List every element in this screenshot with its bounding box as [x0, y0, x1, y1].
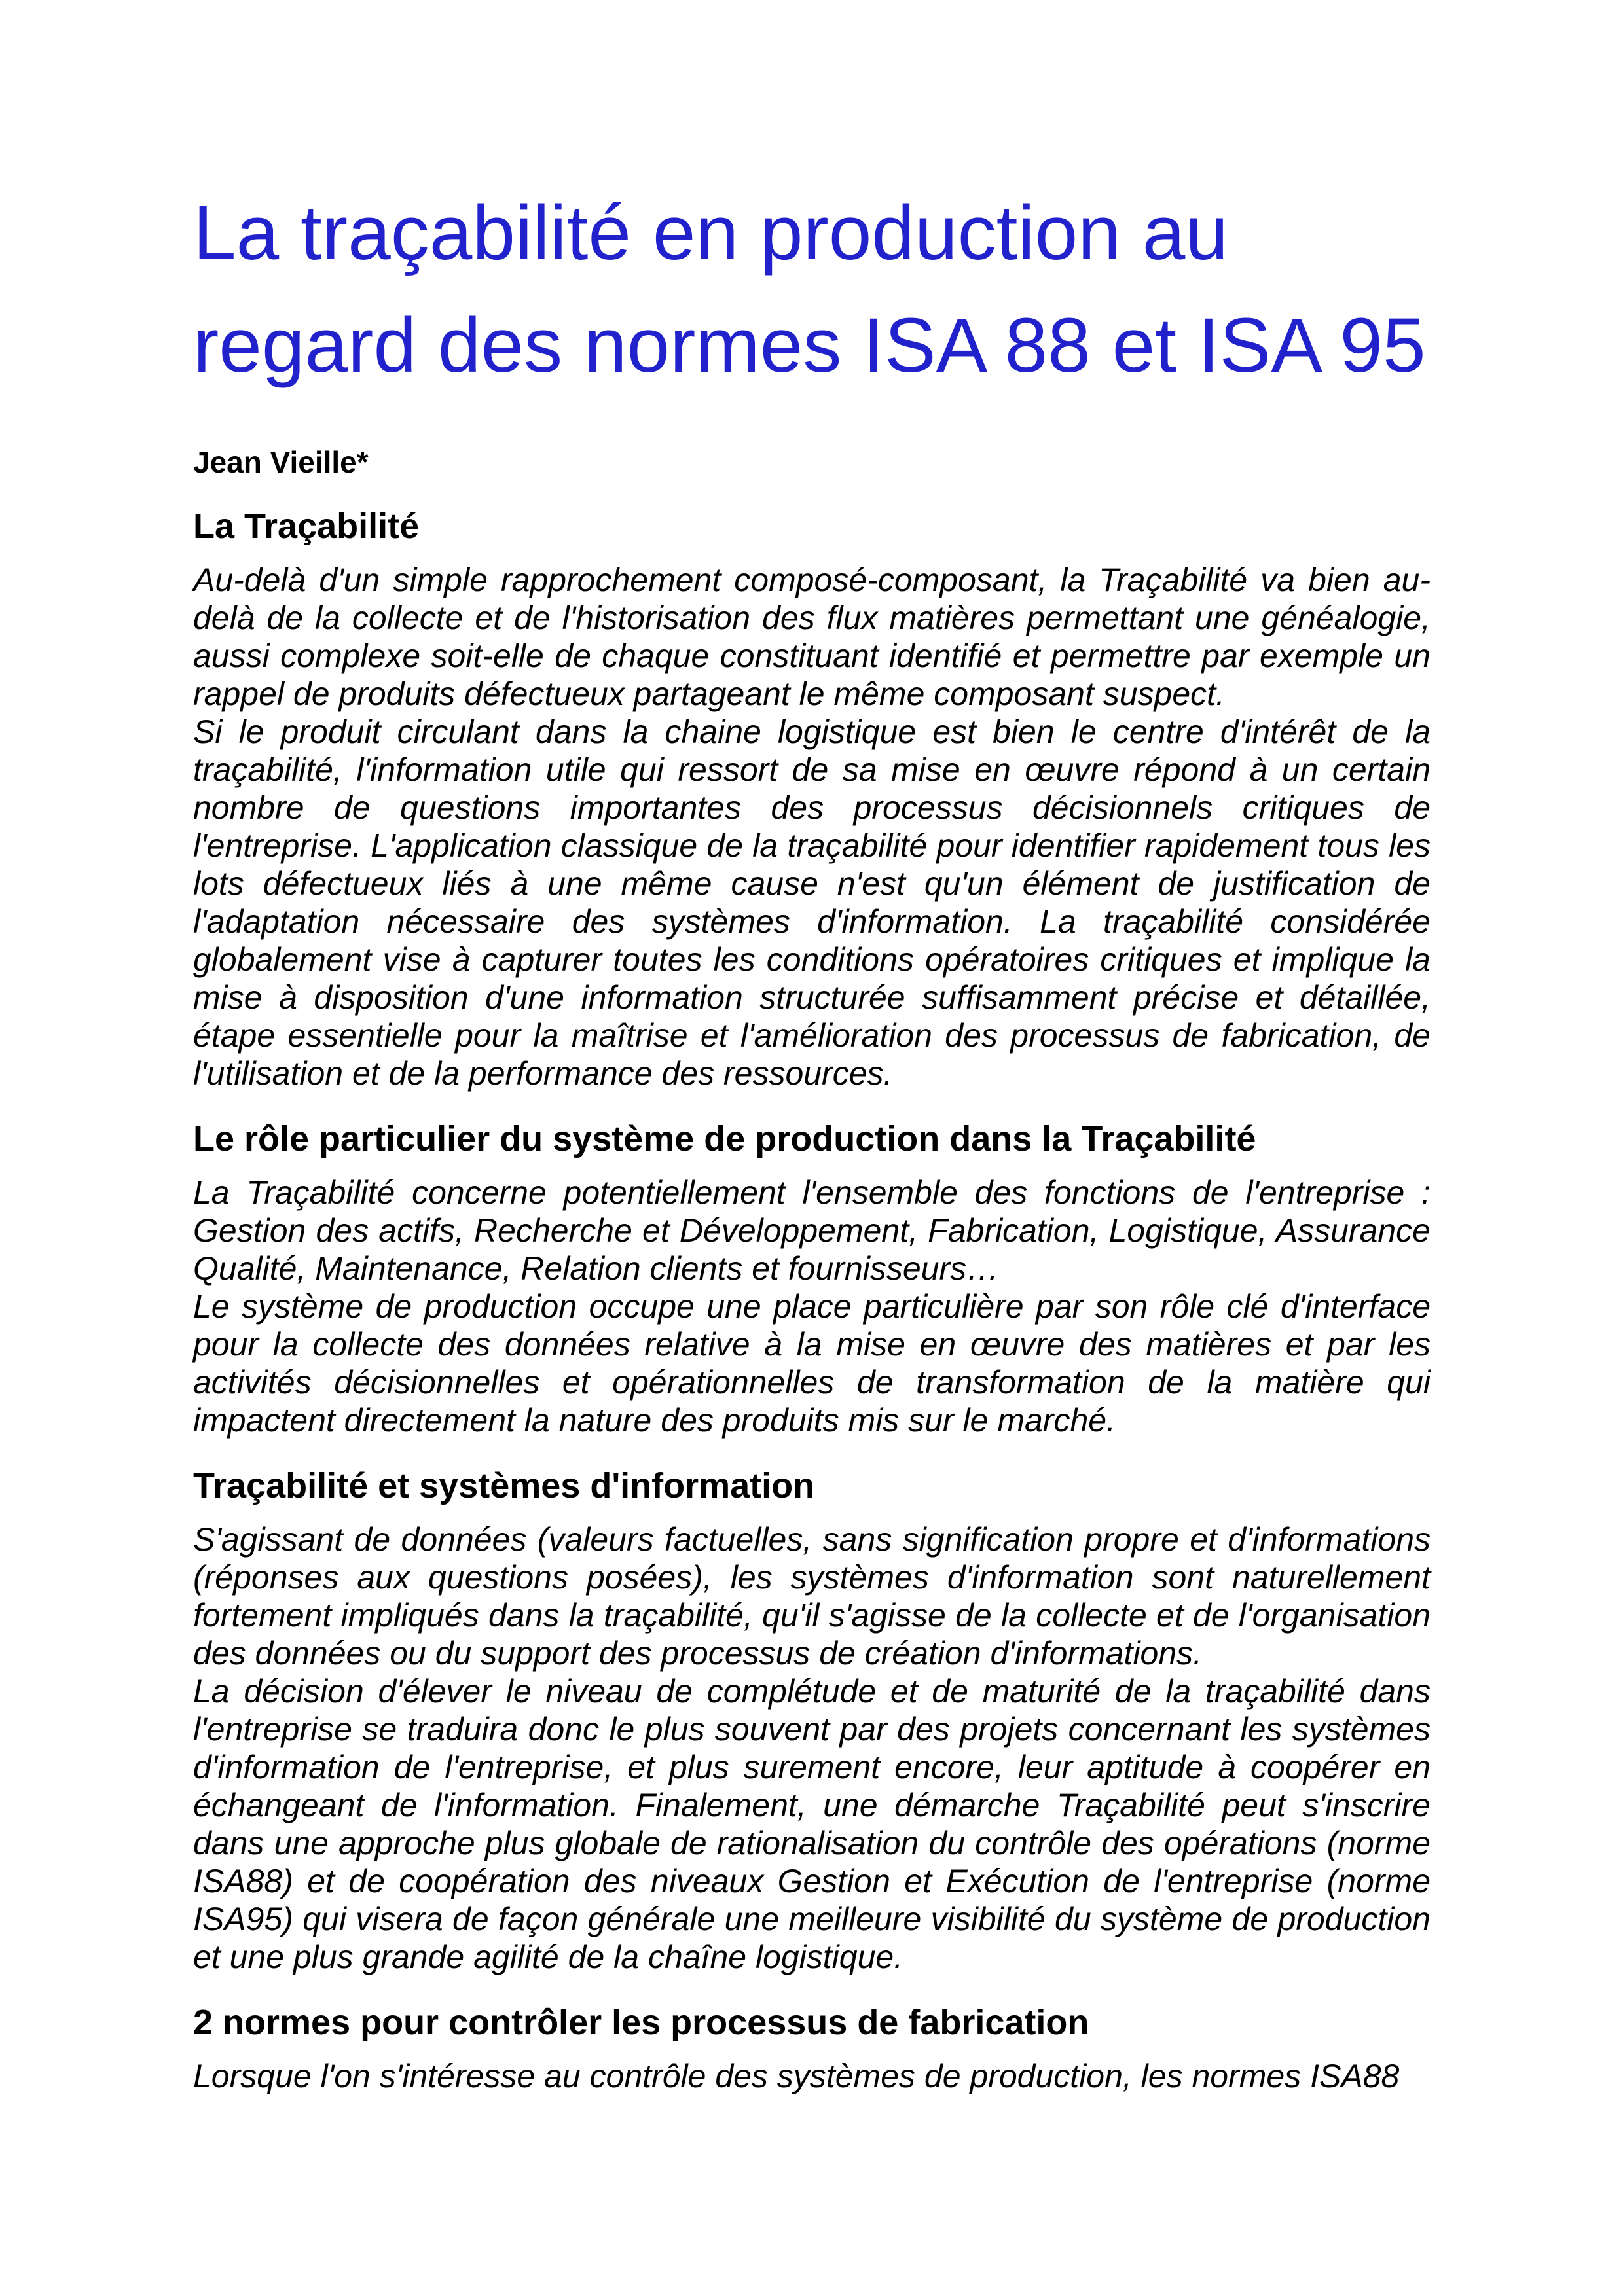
paragraph: La Traçabilité concerne potentiellement l'ensemble des fonctions de l'entreprise : Gestion des actifs, Recherche et Développement, Fabrication, Logistique, Assurance Qualité, Maintenance, Relation clients et fournisseurs… — [193, 1174, 1431, 1287]
document-title: La traçabilité en production au regard des normes ISA 88 et ISA 95 — [193, 190, 1426, 389]
section-2-normes — [193, 2002, 1431, 2095]
paragraph: La décision d'élever le niveau de complétude et de maturité de la traçabilité dans l'entreprise se traduira donc le plus souvent par des projets concernant les systèmes d'information de l'entreprise, et plus surement encore, leur aptitude à coopérer en échangeant de l'information. Finalement, une démarche Traçabilité peut s'inscrire dans une approche plus globale de rationalisation du contrôle des opérations (norme ISA88) et de coopération des niveaux Gestion et Exécution de l'entreprise (norme ISA95) qui visera de façon générale une meilleure visibilité du système de production et une plus grande agilité de la chaîne logistique. — [193, 1673, 1431, 1975]
paragraph: Lorsque l'on s'intéresse au contrôle des systèmes de production, les normes ISA88 — [193, 2058, 1400, 2094]
section-systemes-information — [193, 1465, 1431, 1976]
author-line: Jean Vieille* — [193, 445, 369, 479]
section-heading: Traçabilité et systèmes d'information — [193, 1466, 815, 1505]
section-heading: 2 normes pour contrôler les processus de fabrication — [193, 2003, 1089, 2042]
paragraph: Le système de production occupe une place particulière par son rôle clé d'interface pour la collecte des données relative à la mise en œuvre des matières et par les activités décisionnelles et opérationnelles de transformation de la matière qui impactent directement la nature des produits mis sur le marché. — [193, 1288, 1431, 1439]
paragraph: Si le produit circulant dans la chaine logistique est bien le centre d'intérêt de la traçabilité, l'information utile qui ressort de sa mise en œuvre répond à un certain nombre de questions importantes des processus décisionnels critiques de l'entreprise. L'application classique de la traçabilité pour identifier rapidement tous les lots défectueux liés à une même cause n'est qu'un élément de justification de l'adaptation nécessaire des systèmes d'information. La traçabilité considérée globalement vise à capturer toutes les conditions opératoires critiques et implique la mise à disposition d'une information structurée suffisamment précise et détaillée, étape essentielle pour la maîtrise et l'amélioration des processus de fabrication, de l'utilisation et de la performance des ressources. — [193, 713, 1431, 1092]
section-heading: Le rôle particulier du système de production dans la Traçabilité — [193, 1119, 1256, 1158]
section-heading: La Traçabilité — [193, 507, 420, 546]
paragraph: S'agissant de données (valeurs factuelles, sans signification propre et d'informations (réponses aux questions posées), les systèmes d'information sont naturellement fortement impliqués dans la traçabilité, qu'il s'agisse de la collecte et de l'organisation des données ou du support des processus de création d'informations. — [193, 1521, 1431, 1672]
section-la-tracabilite — [193, 506, 1431, 1092]
section-role-particulier — [193, 1119, 1431, 1439]
paragraph: Au-delà d'un simple rapprochement composé-composant, la Traçabilité va bien au-delà de la collecte et de l'historisation des flux matières permettant une généalogie, aussi complexe soit-elle de chaque constituant identifié et permettre par exemple un rappel de produits défectueux partageant le même composant suspect. — [193, 562, 1431, 712]
